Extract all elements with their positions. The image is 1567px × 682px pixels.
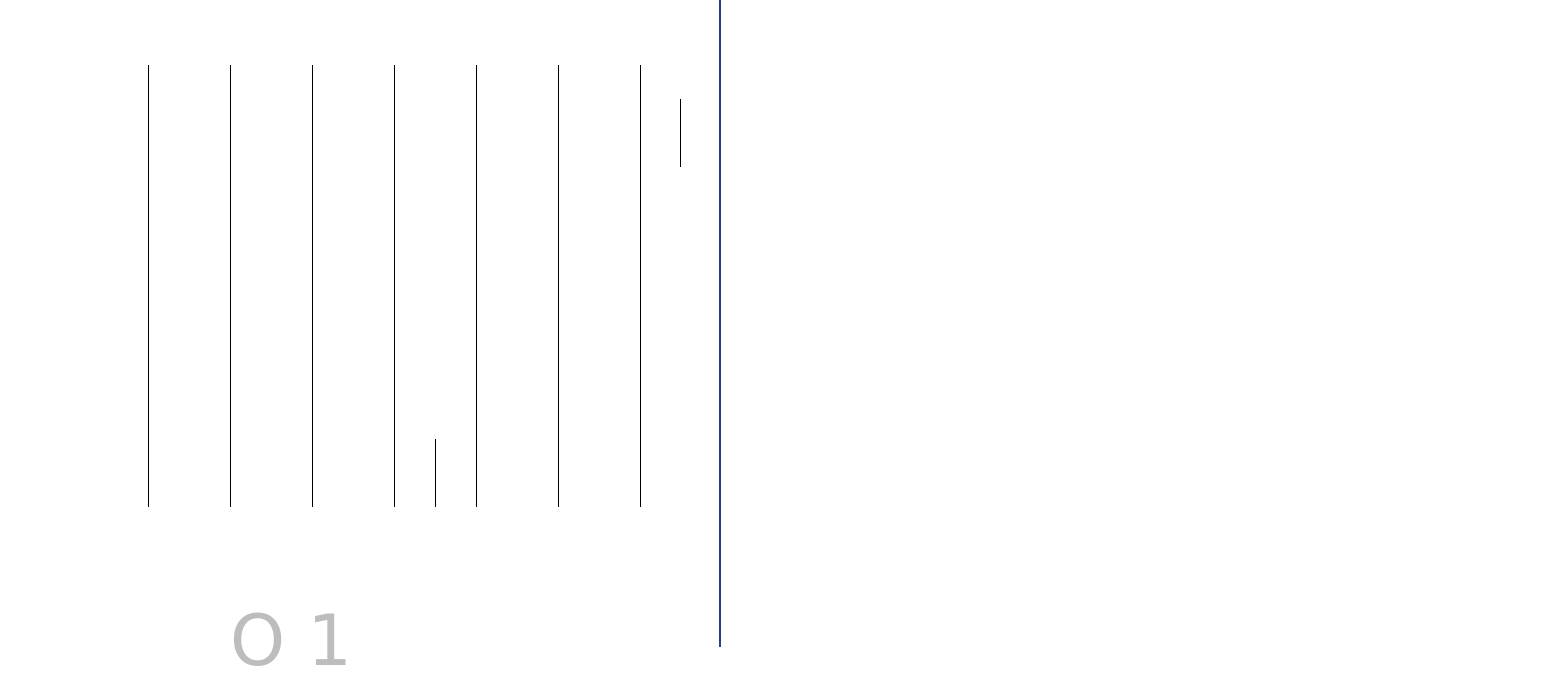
page-divider — [719, 0, 721, 647]
grid-line — [435, 439, 436, 507]
grid-line — [476, 65, 477, 507]
grid-line — [640, 65, 641, 507]
grid-line — [148, 65, 149, 507]
grid-line — [312, 65, 313, 507]
schedule-left — [0, 0, 720, 682]
grid-line — [558, 65, 559, 507]
grid-line — [680, 99, 681, 167]
grid-line — [394, 65, 395, 507]
grid-line — [230, 65, 231, 507]
schedule-right — [723, 0, 1567, 647]
watermark: О 1 — [230, 600, 352, 682]
